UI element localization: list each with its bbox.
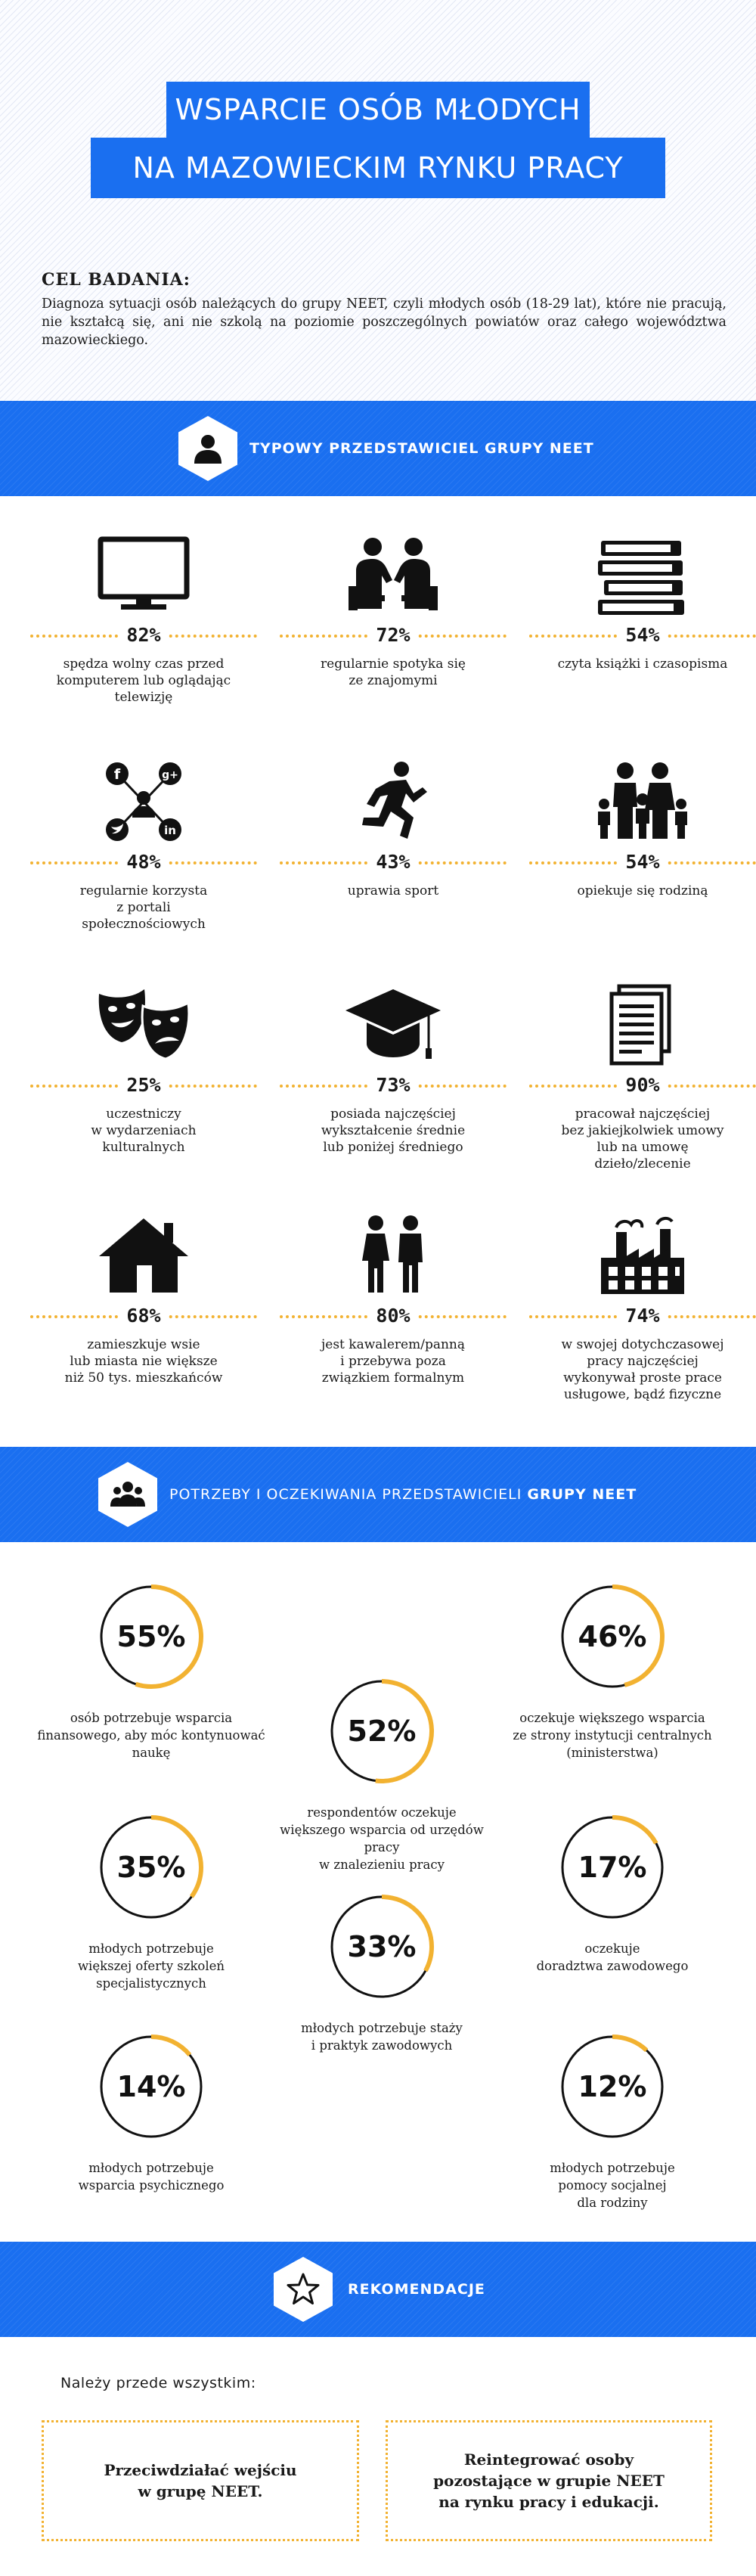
need-description: młodych potrzebuje pomocy socjalnej dla rodziny (550, 2161, 675, 2210)
need-percent: 52% (347, 1715, 417, 1748)
profile-description: pracował najczęściej bez jakiejkolwiek umowy lub na umowę dzieło/zlecenie (561, 1106, 724, 1172)
recommendations-section-header (0, 2242, 756, 2337)
header-section (0, 0, 756, 401)
family-icon (593, 760, 692, 843)
title-line-2: NA MAZOWIECKIM RYNKU PRACY (91, 138, 665, 198)
person-icon (178, 416, 237, 481)
profile-percent (529, 1070, 756, 1100)
progress-ring (95, 1811, 207, 1923)
profile-description: spędza wolny czas przed komputerem lub oglądając telewizję (56, 656, 231, 705)
progress-ring (556, 1581, 668, 1693)
need-description: młodych potrzebuje większej oferty szkoleń specjalistycznych (77, 1941, 225, 1991)
need-percent: 55% (116, 1620, 186, 1653)
house-icon (94, 1214, 193, 1297)
profile-percent (30, 1301, 257, 1331)
couple-icon (344, 1214, 442, 1297)
need-description: młodych potrzebuje staży i praktyk zawodowych (301, 2021, 463, 2053)
profile-description: zamieszkuje wsie lub miasta nie większe niż 50 tys. mieszkańców (64, 1337, 223, 1386)
factory-icon (593, 1214, 692, 1297)
profile-percent-value: 54% (618, 624, 667, 646)
progress-ring (95, 1581, 207, 1693)
needs-section-header (0, 1447, 756, 1542)
need-description: respondentów oczekuje większego wsparcia od urzędów pracy w znalezieniu pracy (280, 1805, 484, 1872)
runner-icon (344, 760, 442, 843)
profile-percent (30, 847, 257, 877)
group-icon (98, 1462, 157, 1527)
recommendation-box-2 (386, 2420, 712, 2541)
goal-label: CEL BADANIA: (42, 270, 191, 290)
profile-description: w swojej dotychczasowej pracy najczęściej wykonywał proste prace usługowe, bądź fizyczne (561, 1337, 724, 1402)
profile-percent-value: 25% (119, 1074, 168, 1096)
profile-percent-value: 72% (368, 624, 417, 646)
needs-section-title (169, 1486, 637, 1503)
profile-description: regularnie spotyka się ze znajomymi (321, 656, 466, 688)
document-icon (593, 983, 692, 1066)
profile-percent (529, 1301, 756, 1331)
profile-percent-value: 48% (119, 851, 168, 873)
social-network-icon (94, 760, 193, 843)
recommendation-box-1 (42, 2420, 359, 2541)
meeting-icon (344, 533, 442, 616)
need-description: oczekuje doradztwa zawodowego (536, 1941, 689, 1973)
profile-percent-value: 73% (368, 1074, 417, 1096)
profile-section-title: TYPOWY PRZEDSTAWICIEL GRUPY NEET (249, 440, 594, 457)
profile-description: jest kawalerem/panną i przebywa poza związkiem formalnym (321, 1337, 465, 1386)
progress-ring (326, 1891, 438, 2003)
profile-description: opiekuje się rodziną (577, 883, 708, 898)
profile-percent (280, 1301, 507, 1331)
profile-description: uprawia sport (347, 883, 439, 898)
graduation-cap-icon (344, 983, 442, 1066)
recommendation-2-text: Reintegrować osoby pozostające w grupie NEET na rynku pracy i edukacji. (433, 2450, 665, 2511)
need-percent: 14% (116, 2070, 186, 2103)
profile-percent-value: 43% (368, 851, 417, 873)
star-icon (274, 2257, 333, 2322)
progress-ring (326, 1675, 438, 1787)
needs-title-bold: GRUPY NEET (527, 1486, 637, 1503)
svg-text:f: f (113, 766, 121, 783)
profile-percent-value: 90% (618, 1074, 667, 1096)
need-percent: 46% (578, 1620, 647, 1653)
need-percent: 17% (578, 1851, 647, 1884)
progress-ring (95, 2031, 207, 2143)
recommendation-1-text: Przeciwdziałać wejściu w grupę NEET. (104, 2461, 297, 2500)
theater-masks-icon (94, 983, 193, 1066)
profile-description: regularnie korzysta z portali społecznościowych (79, 883, 208, 932)
profile-description: uczestniczy w wydarzeniach kulturalnych (91, 1106, 197, 1155)
profile-percent-value: 82% (119, 624, 168, 646)
need-percent: 33% (347, 1930, 417, 1963)
title-line-1: WSPARCIE OSÓB MŁODYCH (166, 82, 590, 138)
progress-ring (556, 2031, 668, 2143)
needs-title-prefix: POTRZEBY I OCZEKIWANIA PRZEDSTAWICIELI (169, 1486, 528, 1503)
profile-percent (30, 1070, 257, 1100)
profile-percent (529, 620, 756, 650)
need-description: oczekuje większego wsparcia ze strony instytucji centralnych (ministerstwa) (513, 1711, 712, 1760)
svg-text:g+: g+ (162, 769, 178, 781)
profile-percent-value: 80% (368, 1305, 417, 1327)
profile-section-header (0, 401, 756, 496)
goal-text: Diagnoza sytuacji osób należących do grupy NEET, czyli młodych osób (18-29 lat), które nie pracują, nie kształcą się, ani nie szkolą na poziomie poszczególnych powiatów oraz całego województwa mazowieckiego. (42, 296, 727, 348)
profile-description: posiada najczęściej wykształcenie średnie lub poniżej średniego (321, 1106, 466, 1155)
profile-description: czyta książki i czasopisma (557, 656, 728, 672)
recommendations-intro: Należy przede wszystkim: (60, 2375, 256, 2391)
books-icon (593, 533, 692, 616)
profile-percent-value: 74% (618, 1305, 667, 1327)
profile-percent (529, 847, 756, 877)
recommendations-title: REKOMENDACJE (348, 2281, 485, 2298)
need-description: osób potrzebuje wsparcia finansowego, aby móc kontynuować naukę (37, 1711, 265, 1760)
profile-percent-value: 68% (119, 1305, 168, 1327)
need-percent: 35% (116, 1851, 186, 1884)
profile-percent (280, 1070, 507, 1100)
monitor-icon (94, 533, 193, 616)
progress-ring (556, 1811, 668, 1923)
profile-percent (280, 620, 507, 650)
need-percent: 12% (578, 2070, 647, 2103)
profile-percent (280, 847, 507, 877)
profile-percent (30, 620, 257, 650)
need-description: młodych potrzebuje wsparcia psychicznego (78, 2161, 225, 2193)
svg-text:in: in (164, 824, 176, 837)
profile-percent-value: 54% (618, 851, 667, 873)
